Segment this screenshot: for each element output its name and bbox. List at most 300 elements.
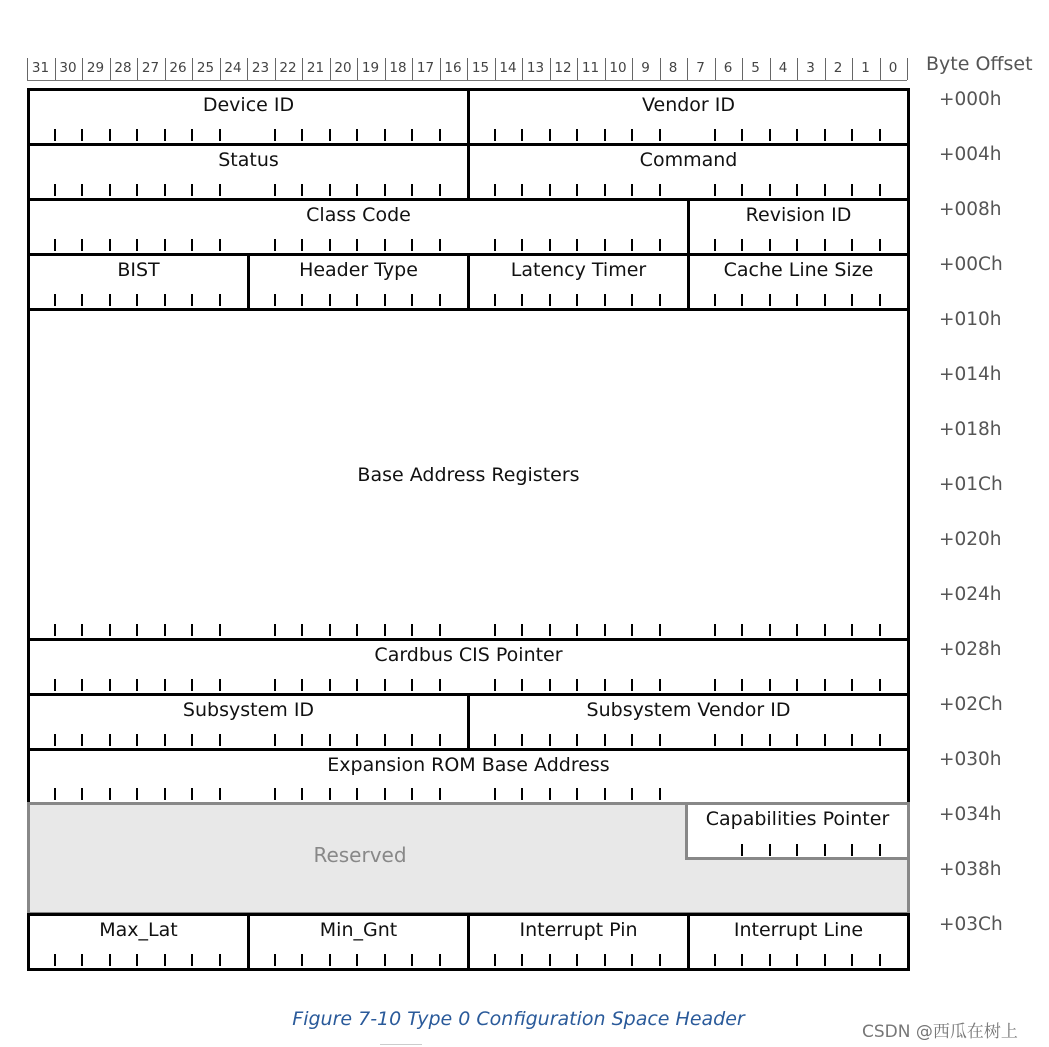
- caption-underline: [380, 1044, 422, 1045]
- bit-separator: [55, 58, 56, 80]
- bit-tick: [494, 954, 496, 966]
- byte-offset-label: +03Ch: [939, 914, 1003, 935]
- bit-tick: [164, 679, 166, 691]
- bit-tick: [439, 679, 441, 691]
- field-label: Subsystem ID: [182, 699, 315, 721]
- bit-tick: [356, 624, 358, 636]
- bit-tick: [54, 954, 56, 966]
- bit-tick: [741, 954, 743, 966]
- bit-tick: [191, 129, 193, 141]
- bit-tick: [494, 624, 496, 636]
- bit-tick: [109, 734, 111, 746]
- bit-tick: [219, 624, 221, 636]
- bit-tick: [274, 788, 276, 800]
- bit-tick: [136, 954, 138, 966]
- bit-tick: [54, 788, 56, 800]
- bit-tick: [494, 239, 496, 251]
- bit-tick: [604, 129, 606, 141]
- bit-tick: [824, 624, 826, 636]
- bit-separator: [275, 58, 276, 80]
- bit-separator: [660, 58, 661, 80]
- field-vendor-id: [467, 88, 910, 146]
- bit-tick: [521, 679, 523, 691]
- bit-separator: [192, 58, 193, 80]
- bit-tick: [301, 294, 303, 306]
- bit-number: 2: [833, 60, 843, 76]
- bit-tick: [824, 954, 826, 966]
- bit-number: 1: [861, 60, 870, 76]
- bit-tick: [301, 184, 303, 196]
- bit-tick: [521, 734, 523, 746]
- bit-tick: [549, 734, 551, 746]
- bit-tick: [164, 624, 166, 636]
- bit-tick: [851, 294, 853, 306]
- bit-tick: [219, 294, 221, 306]
- bit-tick: [741, 184, 743, 196]
- field-expansion-rom-base-address: [27, 748, 910, 806]
- bit-tick: [769, 734, 771, 746]
- bit-tick: [576, 734, 578, 746]
- bit-tick: [274, 679, 276, 691]
- field-label: Interrupt Pin: [519, 919, 638, 941]
- bit-tick: [604, 184, 606, 196]
- bit-tick: [164, 294, 166, 306]
- bit-tick: [439, 129, 441, 141]
- bit-tick: [411, 239, 413, 251]
- bit-tick: [439, 788, 441, 800]
- bit-separator: [605, 58, 606, 80]
- field-label: Vendor ID: [641, 94, 736, 116]
- bit-separator: [577, 58, 578, 80]
- bit-tick: [329, 624, 331, 636]
- bit-tick: [769, 239, 771, 251]
- bit-number: 15: [471, 60, 490, 76]
- bit-tick: [549, 624, 551, 636]
- bit-tick: [659, 679, 661, 691]
- bit-tick: [54, 624, 56, 636]
- bit-tick: [879, 129, 881, 141]
- bit-number: 5: [751, 60, 760, 76]
- bit-tick: [384, 954, 386, 966]
- bit-tick: [384, 239, 386, 251]
- bit-tick: [191, 788, 193, 800]
- bit-separator: [82, 58, 83, 80]
- field-command: [467, 143, 910, 201]
- byte-offset-label: +020h: [939, 529, 1002, 550]
- bit-tick: [879, 679, 881, 691]
- bit-tick: [576, 129, 578, 141]
- bit-tick: [329, 239, 331, 251]
- bit-tick: [549, 294, 551, 306]
- bit-tick: [356, 788, 358, 800]
- bit-tick: [521, 788, 523, 800]
- bit-tick: [274, 184, 276, 196]
- bit-tick: [109, 624, 111, 636]
- bit-tick: [796, 624, 798, 636]
- bit-header-baseline: [27, 80, 907, 81]
- bit-tick: [879, 734, 881, 746]
- bit-tick: [54, 734, 56, 746]
- bit-tick: [796, 184, 798, 196]
- bit-tick: [81, 734, 83, 746]
- field-max-lat: [27, 913, 250, 971]
- field-label: Status: [218, 149, 279, 171]
- bit-tick: [81, 294, 83, 306]
- bit-tick: [659, 294, 661, 306]
- bit-separator: [852, 58, 853, 80]
- bit-tick: [576, 184, 578, 196]
- field-subsystem-id: [27, 693, 470, 751]
- bit-number: 4: [778, 60, 788, 76]
- bit-tick: [356, 184, 358, 196]
- bit-tick: [301, 624, 303, 636]
- bit-tick: [439, 624, 441, 636]
- bit-tick: [714, 129, 716, 141]
- bit-number: 7: [696, 60, 705, 76]
- bit-number: 12: [554, 60, 572, 76]
- byte-offset-label: +008h: [939, 199, 1002, 220]
- bit-tick: [384, 679, 386, 691]
- bit-tick: [604, 954, 606, 966]
- field-class-code: [27, 198, 690, 256]
- byte-offset-label: +010h: [939, 309, 1002, 330]
- bit-tick: [576, 954, 578, 966]
- bit-tick: [604, 734, 606, 746]
- bit-tick: [824, 734, 826, 746]
- bit-number: 14: [499, 60, 517, 76]
- bit-separator: [797, 58, 798, 80]
- bit-number: 28: [114, 60, 132, 76]
- bit-tick: [714, 734, 716, 746]
- bit-tick: [191, 294, 193, 306]
- bit-tick: [274, 129, 276, 141]
- bit-tick: [604, 679, 606, 691]
- bit-tick: [659, 734, 661, 746]
- bit-tick: [136, 679, 138, 691]
- bit-tick: [549, 184, 551, 196]
- bit-tick: [521, 129, 523, 141]
- bit-number: 16: [444, 60, 462, 76]
- bit-tick: [494, 184, 496, 196]
- bit-tick: [274, 294, 276, 306]
- bit-separator: [110, 58, 111, 80]
- bit-tick: [301, 954, 303, 966]
- field-label: Interrupt Line: [733, 919, 864, 941]
- bit-tick: [769, 624, 771, 636]
- byte-offset-label: +038h: [939, 859, 1002, 880]
- byte-offset-label: +018h: [939, 419, 1002, 440]
- bit-separator: [302, 58, 303, 80]
- bit-tick: [274, 624, 276, 636]
- bit-tick: [659, 624, 661, 636]
- bit-number: 0: [888, 60, 898, 76]
- bit-tick: [219, 239, 221, 251]
- bit-tick: [879, 844, 881, 856]
- bit-tick: [384, 788, 386, 800]
- bit-tick: [191, 679, 193, 691]
- byte-offset-label: +00Ch: [939, 254, 1003, 275]
- bit-tick: [659, 184, 661, 196]
- bit-tick: [824, 679, 826, 691]
- bit-tick: [824, 184, 826, 196]
- bit-number: 8: [668, 60, 678, 76]
- field-revision-id: [687, 198, 910, 256]
- bit-tick: [329, 184, 331, 196]
- bit-tick: [384, 129, 386, 141]
- bit-separator: [495, 58, 496, 80]
- bit-tick: [81, 239, 83, 251]
- bit-tick: [604, 788, 606, 800]
- field-label: Base Address Registers: [357, 463, 580, 486]
- byte-offset-label: +030h: [939, 749, 1002, 770]
- bit-tick: [604, 239, 606, 251]
- bit-tick: [714, 624, 716, 636]
- bit-tick: [851, 239, 853, 251]
- bit-tick: [191, 734, 193, 746]
- bit-tick: [741, 679, 743, 691]
- bit-tick: [411, 679, 413, 691]
- bit-tick: [576, 294, 578, 306]
- bit-number: 6: [723, 60, 733, 76]
- bit-tick: [851, 624, 853, 636]
- bit-tick: [604, 624, 606, 636]
- bit-tick: [219, 734, 221, 746]
- bit-tick: [631, 239, 633, 251]
- bit-tick: [411, 129, 413, 141]
- bit-tick: [824, 294, 826, 306]
- bit-separator: [880, 58, 881, 80]
- field-label: Cardbus CIS Pointer: [374, 644, 563, 666]
- bit-number: 27: [141, 60, 160, 76]
- bit-tick: [741, 624, 743, 636]
- bit-tick: [796, 239, 798, 251]
- bit-tick: [356, 129, 358, 141]
- bit-tick: [549, 954, 551, 966]
- bit-tick: [356, 239, 358, 251]
- byte-offset-label: +028h: [939, 639, 1002, 660]
- bit-tick: [109, 954, 111, 966]
- bit-tick: [219, 954, 221, 966]
- bit-number: 25: [196, 60, 215, 76]
- field-interrupt-line: [687, 913, 910, 971]
- bit-tick: [329, 129, 331, 141]
- bit-number: 10: [609, 60, 627, 76]
- bit-tick: [329, 954, 331, 966]
- bit-number: 20: [334, 60, 352, 76]
- byte-offset-label: +004h: [939, 144, 1002, 165]
- bit-tick: [741, 294, 743, 306]
- bit-tick: [301, 239, 303, 251]
- bit-separator: [27, 58, 28, 80]
- bit-tick: [136, 624, 138, 636]
- bit-tick: [356, 734, 358, 746]
- bit-tick: [714, 954, 716, 966]
- bit-tick: [81, 129, 83, 141]
- bit-tick: [631, 294, 633, 306]
- bit-tick: [521, 954, 523, 966]
- bit-tick: [549, 679, 551, 691]
- bit-tick: [494, 788, 496, 800]
- byte-offset-label: +014h: [939, 364, 1002, 385]
- bit-number: 21: [306, 60, 325, 76]
- bit-number: 9: [641, 60, 650, 76]
- field-label: Device ID: [202, 94, 295, 116]
- bit-tick: [164, 129, 166, 141]
- bit-tick: [301, 734, 303, 746]
- field-device-id: [27, 88, 470, 146]
- bit-tick: [851, 844, 853, 856]
- bit-tick: [631, 129, 633, 141]
- field-label: Revision ID: [745, 204, 852, 226]
- field-subsystem-vendor-id: [467, 693, 910, 751]
- field-label: Reserved: [313, 843, 407, 867]
- watermark: CSDN @西瓜在树上: [862, 1022, 1018, 1042]
- bit-tick: [219, 129, 221, 141]
- bit-number: 19: [361, 60, 380, 76]
- bit-tick: [494, 129, 496, 141]
- bit-tick: [411, 954, 413, 966]
- bit-tick: [879, 239, 881, 251]
- bit-tick: [439, 184, 441, 196]
- bit-tick: [741, 239, 743, 251]
- bit-tick: [796, 734, 798, 746]
- bit-number: 26: [169, 60, 187, 76]
- bit-number: 31: [31, 60, 50, 76]
- bit-separator: [907, 58, 908, 80]
- field-label: Cache Line Size: [723, 259, 874, 281]
- bit-tick: [659, 788, 661, 800]
- bit-tick: [824, 129, 826, 141]
- bit-tick: [714, 679, 716, 691]
- bit-tick: [164, 734, 166, 746]
- bit-separator: [522, 58, 523, 80]
- bit-tick: [329, 679, 331, 691]
- bit-tick: [81, 679, 83, 691]
- bit-tick: [109, 184, 111, 196]
- bit-tick: [274, 734, 276, 746]
- bit-tick: [219, 788, 221, 800]
- bit-tick: [769, 844, 771, 856]
- field-min-gnt: [247, 913, 470, 971]
- bit-tick: [824, 239, 826, 251]
- bit-tick: [714, 294, 716, 306]
- field-label: Class Code: [306, 204, 411, 226]
- bit-tick: [136, 788, 138, 800]
- bit-tick: [549, 239, 551, 251]
- bit-tick: [191, 624, 193, 636]
- bit-tick: [191, 184, 193, 196]
- bit-number: 22: [279, 60, 297, 76]
- byte-offset-label: +034h: [939, 804, 1002, 825]
- bit-tick: [81, 184, 83, 196]
- bit-number: 13: [526, 60, 545, 76]
- bit-tick: [769, 129, 771, 141]
- byte-offset-label: +01Ch: [939, 474, 1003, 495]
- bit-tick: [879, 184, 881, 196]
- bit-tick: [191, 954, 193, 966]
- bit-tick: [109, 294, 111, 306]
- bit-separator: [550, 58, 551, 80]
- bit-tick: [356, 954, 358, 966]
- bit-tick: [879, 624, 881, 636]
- bit-tick: [741, 129, 743, 141]
- bit-tick: [604, 294, 606, 306]
- bit-tick: [796, 954, 798, 966]
- bit-tick: [411, 624, 413, 636]
- bit-tick: [301, 679, 303, 691]
- bit-number: 3: [806, 60, 815, 76]
- field-label: Subsystem Vendor ID: [586, 699, 791, 721]
- bit-tick: [879, 294, 881, 306]
- bit-tick: [411, 788, 413, 800]
- field-label: Latency Timer: [510, 259, 647, 281]
- bit-tick: [714, 239, 716, 251]
- byte-offset-label: +024h: [939, 584, 1002, 605]
- bit-tick: [549, 788, 551, 800]
- bit-tick: [384, 624, 386, 636]
- bit-tick: [851, 184, 853, 196]
- bit-separator: [247, 58, 248, 80]
- bit-number: 29: [86, 60, 105, 76]
- bit-tick: [411, 734, 413, 746]
- bit-tick: [384, 184, 386, 196]
- bit-tick: [796, 679, 798, 691]
- bit-tick: [494, 294, 496, 306]
- field-latency-timer: [467, 253, 690, 311]
- bit-separator: [825, 58, 826, 80]
- bit-tick: [164, 239, 166, 251]
- bit-tick: [851, 954, 853, 966]
- bit-tick: [301, 788, 303, 800]
- field-label: Command: [639, 149, 738, 171]
- bit-tick: [329, 294, 331, 306]
- bit-separator: [165, 58, 166, 80]
- bit-tick: [576, 624, 578, 636]
- bit-tick: [521, 184, 523, 196]
- bit-tick: [576, 239, 578, 251]
- bit-tick: [521, 624, 523, 636]
- bit-separator: [412, 58, 413, 80]
- figure-caption: Figure 7-10 Type 0 Configuration Space Header: [292, 1008, 745, 1030]
- bit-tick: [109, 679, 111, 691]
- bit-tick: [81, 954, 83, 966]
- bit-tick: [191, 239, 193, 251]
- bit-separator: [330, 58, 331, 80]
- bit-separator: [440, 58, 441, 80]
- bit-tick: [109, 129, 111, 141]
- bit-tick: [109, 788, 111, 800]
- bit-tick: [54, 184, 56, 196]
- field-label: Expansion ROM Base Address: [327, 754, 610, 776]
- bit-separator: [467, 58, 468, 80]
- bit-tick: [219, 679, 221, 691]
- bit-tick: [219, 184, 221, 196]
- bit-tick: [136, 239, 138, 251]
- bit-tick: [384, 734, 386, 746]
- bit-tick: [494, 734, 496, 746]
- bit-tick: [54, 679, 56, 691]
- bit-tick: [659, 954, 661, 966]
- bit-tick: [164, 184, 166, 196]
- bit-tick: [54, 129, 56, 141]
- field-interrupt-pin: [467, 913, 690, 971]
- bit-tick: [659, 239, 661, 251]
- bit-tick: [714, 184, 716, 196]
- bit-tick: [136, 294, 138, 306]
- bit-tick: [521, 294, 523, 306]
- bit-number: 17: [416, 60, 435, 76]
- field-label: Capabilities Pointer: [705, 808, 890, 830]
